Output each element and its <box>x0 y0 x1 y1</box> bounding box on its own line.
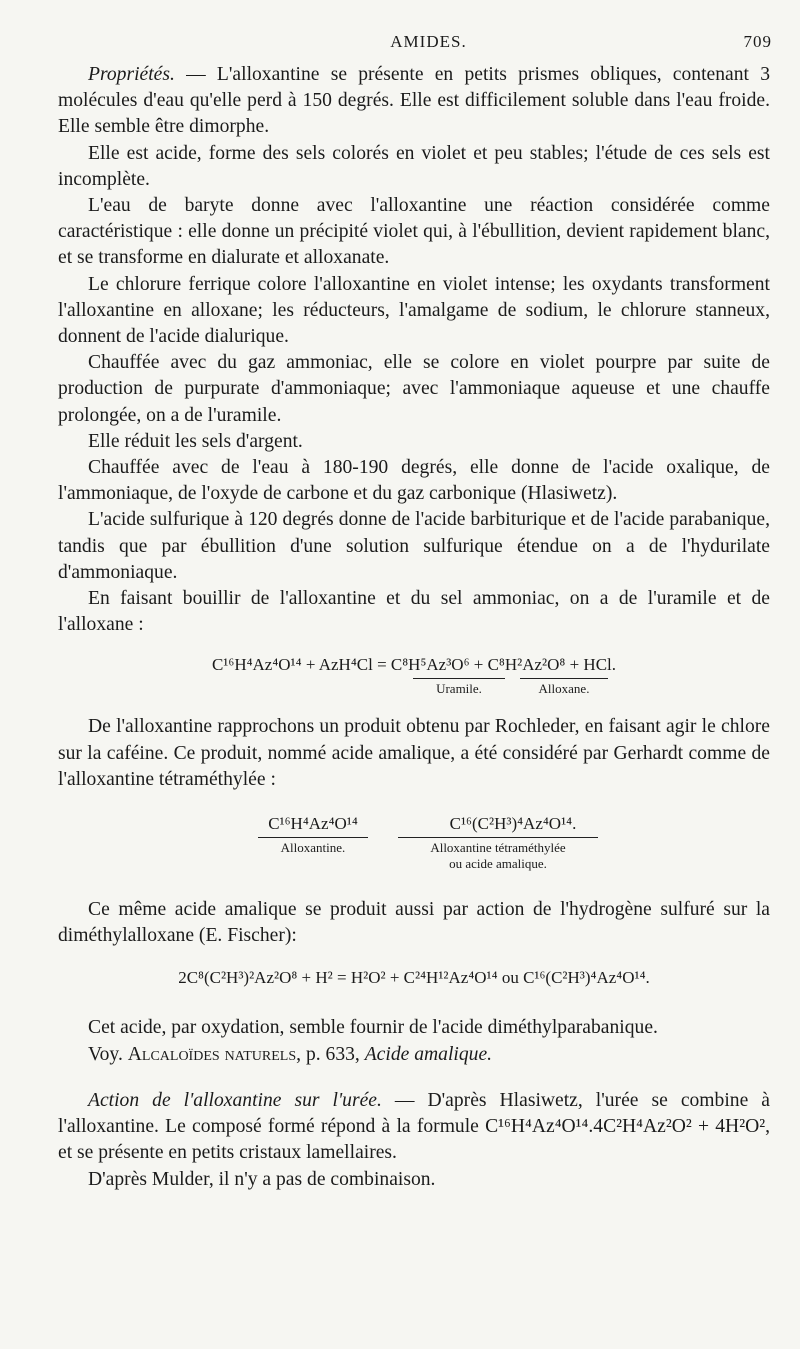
paragraph: Chauffée avec du gaz ammoniac, elle se colore en violet pourpre par suite de production de purpurate d'ammoniaque; avec l'ammoniaque aqueuse et une chauffe prolongée, on a de l'uramile. <box>58 352 770 426</box>
paragraph-text: — L'alloxantine se présente en petits prismes obliques, contenant 3 molécules d'eau qu'elle perd à 150 degrés. Elle est difficilement soluble dans l'eau froide. Elle semble être dimorphe. <box>58 64 770 138</box>
formula-text: 2C⁸(C²H³)²Az²O⁸ + H² = H²O² + C²⁴H¹²Az⁴O¹⁴ ou C¹⁶(C²H³)⁴Az⁴O¹⁴. <box>178 968 650 988</box>
formula-label: ou acide amalique. <box>449 856 547 872</box>
paragraph: Le chlorure ferrique colore l'alloxantine en violet intense; les oxydants transforment l'alloxantine en alloxane; les réducteurs, l'amalgame de sodium, le chlorure stanneux, donnent de l'acide dialurique. <box>58 273 770 348</box>
paragraph: L'eau de baryte donne avec l'alloxantine une réaction considérée comme caractéristique : elle donne un précipité violet qui, à l'ébullition, devient rapidement blanc, et se transforme en dialurate et alloxanate. <box>58 195 770 269</box>
formula-text: C¹⁶H⁴Az⁴O¹⁴ <box>268 814 358 834</box>
paragraph-properties <box>58 62 770 141</box>
paragraph: D'après Mulder, il n'y a pas de combinaison. <box>88 1168 436 1190</box>
brace <box>398 831 598 838</box>
paragraph-reference <box>58 1042 770 1068</box>
formula-label: Alloxantine tétraméthylée <box>430 840 566 856</box>
brace <box>258 831 368 838</box>
paragraph-action <box>58 1088 770 1167</box>
page-body <box>58 62 770 1193</box>
formula-text: C¹⁶H⁴Az⁴O¹⁴ + AzH⁴Cl = C⁸H⁵Az³O⁶ + C⁸H²Az²O⁸ + HCl. <box>211 655 617 675</box>
paragraph: Chauffée avec de l'eau à 180-190 degrés, elle donne de l'acide oxalique, de l'ammoniaque, de l'oxyde de carbone et du gaz carbonique (Hlasiwetz). <box>58 457 770 505</box>
formula-label: Uramile. <box>436 681 482 697</box>
page-number: 709 <box>743 32 772 51</box>
paragraph: Ce même acide amalique se produit aussi par action de l'hydrogène sulfuré sur la diméthylalloxane (E. Fischer): <box>58 899 770 947</box>
formula-amalique <box>58 811 770 897</box>
paragraph: De l'alloxantine rapprochons un produit obtenu par Rochleder, en faisant agir le chlore sur la caféine. Ce produit, nommé acide amalique, a été considéré par Gerhardt comme de l'alloxantine tétraméthylée : <box>58 716 770 790</box>
reference-smallcaps: Alcaloïdes naturels <box>127 1043 297 1065</box>
reference-italic: Acide amalique. <box>364 1043 493 1065</box>
paragraph-text: — D'après Hlasiwetz, l'urée se combine à l'alloxantine. Le composé formé répond à la formule C¹⁶H⁴Az⁴O¹⁴.4C²H⁴Az²O² + 4H²O², et se présente en petits cristaux lamellaires. <box>58 1089 770 1164</box>
paragraph: Elle réduit les sels d'argent. <box>88 430 303 452</box>
brace <box>520 672 608 679</box>
section-lead: Action de l'alloxantine sur l'urée. <box>88 1089 382 1111</box>
formula-text: C¹⁶(C²H³)⁴Az⁴O¹⁴. <box>449 814 577 834</box>
section-lead: Propriétés. <box>88 64 175 85</box>
formula-uramile <box>58 652 770 714</box>
formula-dimethyl <box>58 965 770 1015</box>
paragraph: En faisant bouillir de l'alloxantine et du sel ammoniac, on a de l'uramile et de l'alloxane : <box>58 588 770 636</box>
reference-text: , p. 633, <box>296 1043 365 1065</box>
reference-text: Voy. <box>88 1043 128 1065</box>
paragraph: Cet acide, par oxydation, semble fournir de l'acide diméthylparabanique. <box>88 1017 658 1039</box>
paragraph: Elle est acide, forme des sels colorés en violet et peu stables; l'étude de ces sels est incomplète. <box>58 142 770 190</box>
brace <box>413 672 505 679</box>
running-title: AMIDES. <box>390 32 467 51</box>
formula-label: Alloxantine. <box>280 840 346 856</box>
paragraph: L'acide sulfurique à 120 degrés donne de l'acide barbiturique et de l'acide parabanique, tandis que par ébullition d'une solution sulfurique étendue on a de l'hydurilate d'ammoniaque. <box>58 509 770 583</box>
running-header <box>85 32 772 56</box>
formula-label: Alloxane. <box>538 681 590 697</box>
